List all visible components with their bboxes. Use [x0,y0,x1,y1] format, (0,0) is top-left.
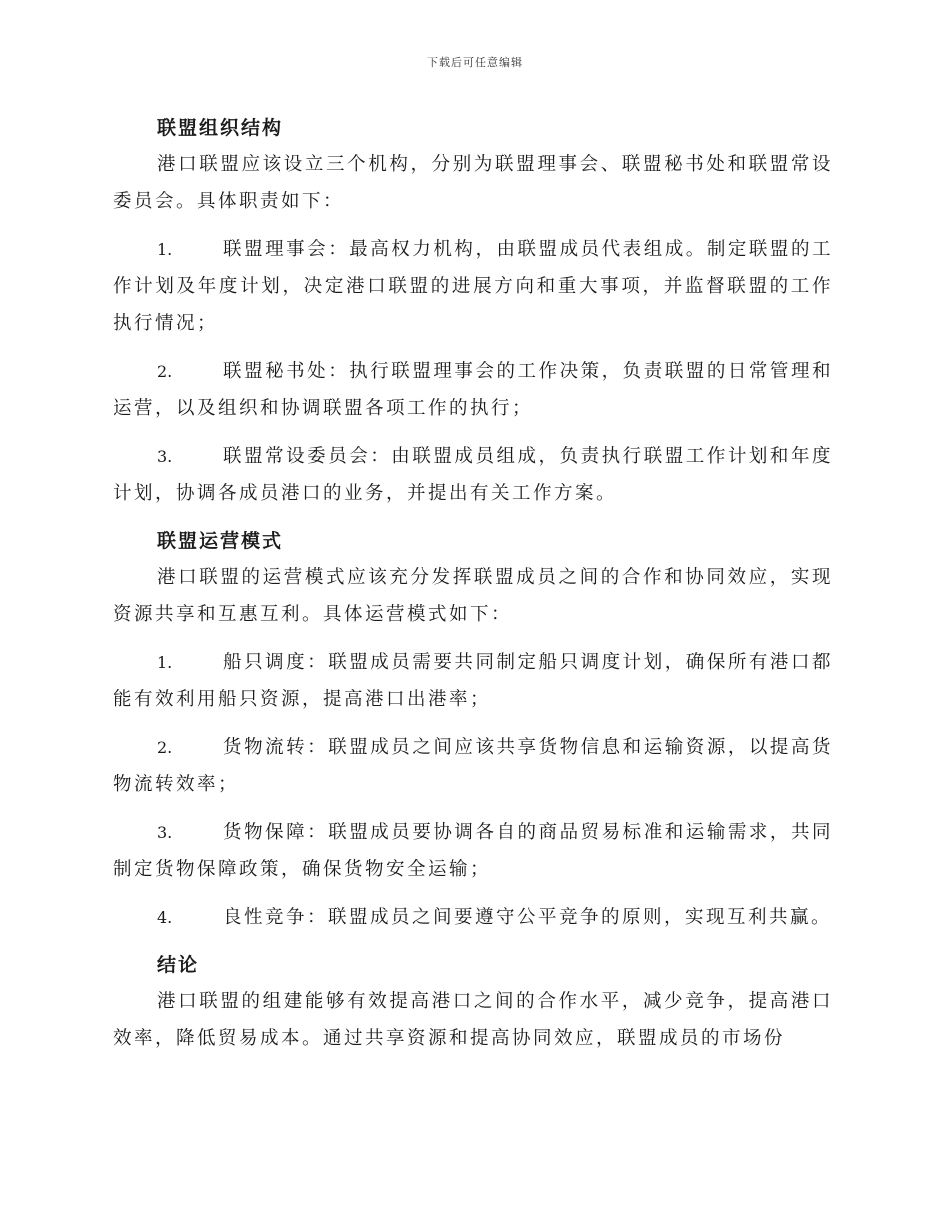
list-item [113,729,833,803]
section-heading-conclusion: 结论 [157,954,200,976]
list-item-text: 良性竞争：联盟成员之间要遵守公平竞争的原则，实现互利共赢。 [223,907,833,928]
list-item-number: 3. [157,447,173,466]
list-item-text: 联盟理事会：最高权力机构，由联盟成员代表组成。制定联盟的工作计划及年度计划，决定港口联盟的进展方向和重大事项，并监督联盟的工作执行情况； [113,239,833,334]
list-item-number: 3. [157,823,173,842]
list-item-number: 2. [157,738,173,757]
list-item-text: 船只调度：联盟成员需要共同制定船只调度计划，确保所有港口都能有效利用船只资源，提高港口出港率； [113,652,833,710]
list-item [113,644,833,718]
list-item-number: 1. [157,653,173,672]
list-item-text: 货物流转：联盟成员之间应该共享货物信息和运输资源，以提高货物流转效率； [113,737,833,795]
list-item-number: 1. [157,240,173,259]
list-item [113,353,833,427]
section-intro-operation: 港口联盟的运营模式应该充分发挥联盟成员之间的合作和协同效应，实现资源共享和互惠互利。具体运营模式如下： [113,567,833,625]
list-item [113,899,833,936]
document-body [113,110,833,1068]
page-header: 下载后可任意编辑 [427,56,523,69]
section-heading-operation: 联盟运营模式 [157,530,284,552]
section-heading-organization: 联盟组织结构 [157,117,284,139]
list-item-number: 2. [157,362,173,381]
list-item-text: 货物保障：联盟成员要协调各自的商品贸易标准和运输需求，共同制定货物保障政策，确保货物安全运输； [113,822,833,880]
section-intro-organization: 港口联盟应该设立三个机构，分别为联盟理事会、联盟秘书处和联盟常设委员会。具体职责如下： [113,154,833,212]
list-item [113,814,833,888]
list-item-text: 联盟秘书处：执行联盟理事会的工作决策，负责联盟的日常管理和运营，以及组织和协调联盟各项工作的执行； [113,361,833,419]
list-item-number: 4. [157,908,173,927]
list-item-text: 联盟常设委员会：由联盟成员组成，负责执行联盟工作计划和年度计划，协调各成员港口的业务，并提出有关工作方案。 [113,446,833,504]
list-item [113,438,833,512]
list-item [113,231,833,342]
section-intro-conclusion: 港口联盟的组建能够有效提高港口之间的合作水平，减少竞争，提高港口效率，降低贸易成本。通过共享资源和提高协同效应，联盟成员的市场份 [113,991,833,1049]
